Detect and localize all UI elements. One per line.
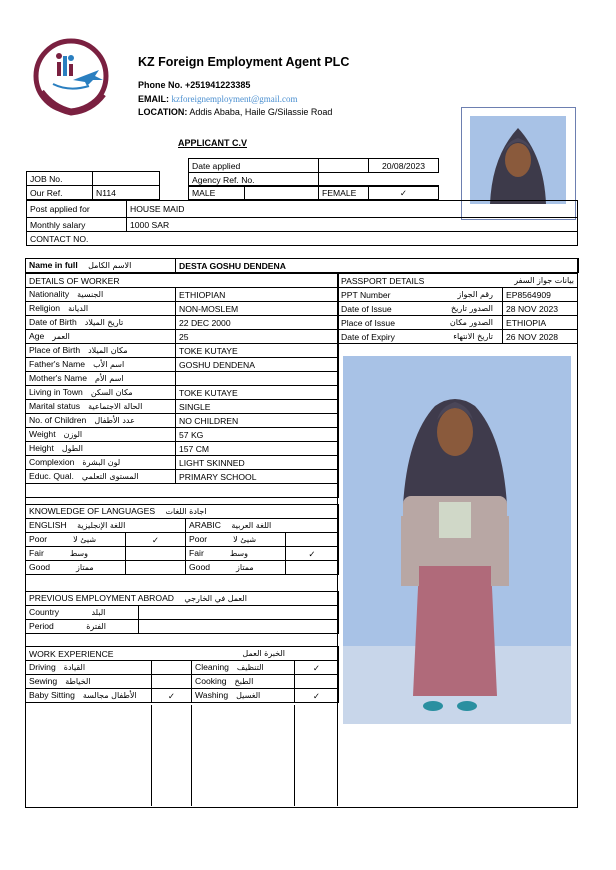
experience-right-cell — [192, 689, 295, 703]
exp-col-line-2 — [191, 705, 192, 806]
country-value — [139, 606, 339, 620]
passport-row — [338, 316, 578, 330]
worker-field-label-ar: الطول — [61, 444, 84, 453]
job-ref-table — [26, 171, 160, 200]
worker-field-label: Age — [29, 331, 45, 341]
period-value — [139, 620, 339, 634]
english-level-cell — [26, 533, 126, 547]
experience-right-ar: الغسيل — [236, 691, 261, 700]
worker-field-label: Place of Birth — [29, 345, 81, 355]
contact-label: CONTACT NO. — [27, 232, 127, 246]
worker-field-label-ar: الوزن — [63, 430, 83, 439]
passport-field-label-cell — [338, 288, 503, 302]
female-mark: ✓ — [369, 186, 439, 200]
experience-title-cell — [26, 647, 339, 661]
worker-field-value: SINGLE — [176, 400, 339, 414]
job-no-label: JOB No. — [27, 172, 93, 186]
worker-field-label-cell — [26, 344, 176, 358]
experience-left-cell — [26, 689, 152, 703]
date-applied-value: 20/08/2023 — [369, 159, 439, 173]
country-cell — [26, 606, 139, 620]
worker-field-label-ar: الديانة — [68, 304, 89, 313]
worker-row — [26, 344, 339, 358]
english-level-label: Good — [29, 562, 51, 572]
arabic-level-ar: ممتاز — [236, 563, 254, 572]
english-header — [26, 519, 186, 533]
exp-col-line-1 — [151, 705, 152, 806]
worker-field-value: 57 KG — [176, 428, 339, 442]
worker-field-label: Height — [29, 443, 54, 453]
worker-field-label-cell — [26, 372, 176, 386]
passport-field-value: ETHIOPIA — [503, 316, 578, 330]
english-level-cell — [26, 547, 126, 561]
worker-field-label: Nationality — [29, 289, 70, 299]
phone-value: +251941223385 — [185, 80, 251, 90]
worker-field-label-ar: اسم الأم — [95, 374, 124, 383]
experience-left-cell — [26, 675, 152, 689]
company-name: KZ Foreign Employment Agent PLC — [138, 55, 350, 69]
passport-field-label-ar: رقم الجواز — [457, 289, 493, 299]
location-label: LOCATION: — [138, 107, 188, 117]
location-value: Addis Ababa, Haile G/Silassie Road — [189, 107, 333, 117]
english-level-mark — [126, 561, 186, 575]
passport-title-cell — [338, 274, 578, 288]
passport-title-ar: بيانات جواز السفر — [514, 275, 575, 285]
previous-employment-table — [25, 591, 339, 634]
previous-title-ar: العمل في الخارجي — [184, 594, 247, 603]
worker-field-label-cell — [26, 414, 176, 428]
arabic-level-cell — [186, 561, 286, 575]
worker-field-label-ar: مكان السكن — [90, 388, 133, 397]
company-phone — [138, 80, 250, 90]
worker-field-value: NO CHILDREN — [176, 414, 339, 428]
agency-ref-label: Agency Ref. No. — [189, 173, 319, 187]
applicant-photo-large — [343, 356, 571, 724]
page-title: APPLICANT C.V — [178, 138, 248, 148]
passport-row — [338, 302, 578, 316]
experience-left-label: Sewing — [29, 676, 58, 686]
english-level-label: Fair — [29, 548, 44, 558]
post-value: HOUSE MAID — [127, 201, 578, 218]
language-level-row — [26, 533, 339, 547]
worker-row — [26, 372, 339, 386]
top-ref-table — [188, 158, 439, 187]
worker-field-label-cell — [26, 386, 176, 400]
experience-right-mark: ✓ — [295, 689, 339, 703]
experience-row — [26, 661, 339, 675]
experience-right-label: Cleaning — [195, 662, 229, 672]
worker-field-label-cell — [26, 302, 176, 316]
male-label: MALE — [189, 186, 245, 200]
worker-blank-row — [26, 484, 339, 498]
our-ref-value: N114 — [93, 186, 160, 200]
experience-row — [26, 689, 339, 703]
english-level-label: Poor — [29, 534, 48, 544]
experience-left-ar: القيادة — [63, 663, 86, 672]
name-value: DESTA GOSHU DENDENA — [176, 259, 579, 273]
exp-col-line-3 — [294, 705, 295, 806]
english-level-ar: شيئ لا — [73, 535, 97, 544]
passport-field-label: Date of Expiry — [341, 331, 395, 342]
experience-right-ar: التنظيف — [236, 663, 264, 672]
arabic-level-mark — [286, 561, 339, 575]
contact-value — [127, 232, 578, 246]
worker-field-value: ETHIOPIAN — [176, 288, 339, 302]
passport-row — [338, 330, 578, 344]
worker-field-label-ar: مكان الميلاد — [88, 346, 128, 355]
previous-title: PREVIOUS EMPLOYMENT ABROAD — [29, 593, 175, 603]
arabic-header — [186, 519, 339, 533]
passport-field-label: Place of Issue — [341, 317, 395, 328]
company-logo — [33, 34, 109, 118]
arabic-level-cell — [186, 547, 286, 561]
gender-table — [188, 185, 439, 200]
worker-field-label-ar: المستوى التعلمي — [81, 472, 139, 481]
experience-right-mark: ✓ — [295, 661, 339, 675]
company-email — [138, 94, 298, 104]
experience-left-mark: ✓ — [152, 689, 192, 703]
worker-details-table — [25, 273, 339, 498]
date-applied-label: Date applied — [189, 159, 319, 173]
passport-field-label-cell — [338, 316, 503, 330]
female-label: FEMALE — [319, 186, 369, 200]
english-level-ar: وسط — [69, 549, 88, 558]
worker-field-label-cell — [26, 358, 176, 372]
experience-left-label: Baby Sitting — [29, 690, 75, 700]
experience-left-ar: الأطفال مجالسة — [82, 691, 137, 700]
worker-row — [26, 302, 339, 316]
worker-field-value: 22 DEC 2000 — [176, 316, 339, 330]
worker-field-label-cell — [26, 470, 176, 484]
worker-field-value — [176, 372, 339, 386]
english-level-mark: ✓ — [126, 533, 186, 547]
arabic-label-ar: اللغة العربية — [231, 521, 272, 530]
worker-field-label-ar: العمر — [52, 332, 70, 341]
arabic-level-label: Fair — [189, 548, 204, 558]
passport-table — [337, 273, 578, 344]
work-experience-table — [25, 646, 339, 703]
salary-label: Monthly salary — [27, 218, 127, 232]
passport-row — [338, 288, 578, 302]
passport-field-label: Date of Issue — [341, 303, 392, 314]
worker-row — [26, 400, 339, 414]
worker-field-value: TOKE KUTAYE — [176, 386, 339, 400]
passport-title: PASSPORT DETAILS — [341, 275, 425, 286]
worker-field-label: No. of Children — [29, 415, 87, 425]
experience-right-cell — [192, 661, 295, 675]
worker-field-label: Date of Birth — [29, 317, 77, 327]
experience-right-label: Washing — [195, 690, 229, 700]
period-cell — [26, 620, 139, 634]
experience-right-cell — [192, 675, 295, 689]
passport-field-label-ar: الصدور تاريخ — [451, 303, 493, 313]
experience-title-ar: الخبرة العمل — [242, 648, 285, 658]
passport-field-label-ar: تاريخ الانتهاء — [453, 331, 493, 341]
passport-field-label-cell — [338, 302, 503, 316]
worker-field-label-ar: لون البشرة — [82, 458, 121, 467]
worker-field-label-ar: عدد الأطفال — [94, 416, 135, 425]
worker-field-label-cell — [26, 442, 176, 456]
experience-left-ar: الخياطة — [65, 677, 91, 686]
country-label-ar: البلد — [91, 608, 106, 617]
male-mark — [245, 186, 319, 200]
worker-field-label: Father's Name — [29, 359, 86, 369]
worker-title: DETAILS OF WORKER — [26, 274, 339, 288]
arabic-label: ARABIC — [189, 520, 221, 530]
languages-title-ar: اجادة اللغات — [165, 507, 207, 516]
post-label: Post applied for — [27, 201, 127, 218]
company-location — [138, 107, 332, 117]
experience-left-cell — [26, 661, 152, 675]
worker-field-label: Educ. Qual. — [29, 471, 74, 481]
worker-field-label-cell — [26, 400, 176, 414]
english-label-ar: اللغة الإنجليزية — [77, 521, 126, 530]
worker-field-label-ar: الجنسية — [77, 290, 104, 299]
worker-row — [26, 358, 339, 372]
name-label-cell — [26, 259, 176, 273]
english-level-ar: ممتاز — [76, 563, 94, 572]
arabic-level-mark: ✓ — [286, 547, 339, 561]
worker-field-label: Complexion — [29, 457, 75, 467]
country-label: Country — [29, 607, 60, 617]
worker-row — [26, 456, 339, 470]
arabic-level-ar: وسط — [229, 549, 248, 558]
name-label-ar: الاسم الكامل — [88, 261, 132, 270]
worker-field-value: TOKE KUTAYE — [176, 344, 339, 358]
passport-field-value: 28 NOV 2023 — [503, 302, 578, 316]
worker-field-value: NON-MOSLEM — [176, 302, 339, 316]
english-level-cell — [26, 561, 126, 575]
arabic-level-label: Poor — [189, 534, 208, 544]
language-level-row — [26, 561, 339, 575]
passport-field-label-ar: الصدور مكان — [449, 317, 493, 327]
worker-row — [26, 428, 339, 442]
passport-field-value: EP8564909 — [503, 288, 578, 302]
worker-row — [26, 414, 339, 428]
applicant-photo-small — [470, 116, 566, 204]
email-label: EMAIL: — [138, 94, 169, 104]
our-ref-label: Our Ref. — [27, 186, 93, 200]
post-table — [26, 200, 578, 246]
worker-field-value: 157 CM — [176, 442, 339, 456]
experience-right-ar: الطبخ — [234, 677, 254, 686]
english-level-mark — [126, 547, 186, 561]
worker-field-label: Weight — [29, 429, 56, 439]
salary-value: 1000 SAR — [127, 218, 578, 232]
experience-row — [26, 675, 339, 689]
passport-field-label-cell — [338, 330, 503, 344]
worker-field-label: Marital status — [29, 401, 81, 411]
arabic-level-label: Good — [189, 562, 211, 572]
languages-table — [25, 504, 339, 575]
arabic-level-ar: شيئ لا — [233, 535, 257, 544]
worker-field-value: PRIMARY SCHOOL — [176, 470, 339, 484]
worker-row — [26, 330, 339, 344]
previous-title-cell — [26, 592, 339, 606]
language-level-row — [26, 547, 339, 561]
worker-field-label-cell — [26, 316, 176, 330]
passport-field-value: 26 NOV 2028 — [503, 330, 578, 344]
experience-title: WORK EXPERIENCE — [29, 648, 114, 659]
period-label-ar: الفترة — [86, 622, 106, 631]
passport-field-label: PPT Number — [341, 289, 391, 300]
date-applied-empty — [319, 159, 369, 173]
worker-field-label-cell — [26, 428, 176, 442]
worker-field-label-cell — [26, 288, 176, 302]
experience-right-mark — [295, 675, 339, 689]
name-table — [25, 258, 579, 273]
experience-left-label: Driving — [29, 662, 56, 672]
email-value[interactable]: kzforeignemployment@gmail.com — [171, 94, 298, 104]
experience-left-mark — [152, 661, 192, 675]
worker-field-label-ar: الحالة الاجتماعية — [88, 402, 143, 411]
worker-blank-cell — [26, 484, 339, 498]
period-label: Period — [29, 621, 54, 631]
worker-field-label: Religion — [29, 303, 61, 313]
worker-field-label-ar: اسم الأب — [93, 360, 125, 369]
job-no-value — [93, 172, 160, 186]
worker-field-label: Mother's Name — [29, 373, 87, 383]
worker-field-label-cell — [26, 330, 176, 344]
worker-field-value: GOSHU DENDENA — [176, 358, 339, 372]
worker-field-value: 25 — [176, 330, 339, 344]
worker-row — [26, 316, 339, 330]
english-label: ENGLISH — [29, 520, 67, 530]
arabic-level-cell — [186, 533, 286, 547]
worker-row — [26, 288, 339, 302]
worker-field-label-ar: تاريخ الميلاد — [84, 318, 124, 327]
arabic-level-mark — [286, 533, 339, 547]
worker-field-label: Living in Town — [29, 387, 83, 397]
experience-right-label: Cooking — [195, 676, 227, 686]
worker-field-label-cell — [26, 456, 176, 470]
languages-title-cell — [26, 505, 339, 519]
worker-row — [26, 386, 339, 400]
worker-field-value: LIGHT SKINNED — [176, 456, 339, 470]
languages-title: KNOWLEDGE OF LANGUAGES — [29, 506, 156, 516]
worker-row — [26, 442, 339, 456]
phone-label: Phone No. — [138, 80, 183, 90]
name-label: Name in full — [29, 260, 78, 270]
experience-left-mark — [152, 675, 192, 689]
worker-row — [26, 470, 339, 484]
